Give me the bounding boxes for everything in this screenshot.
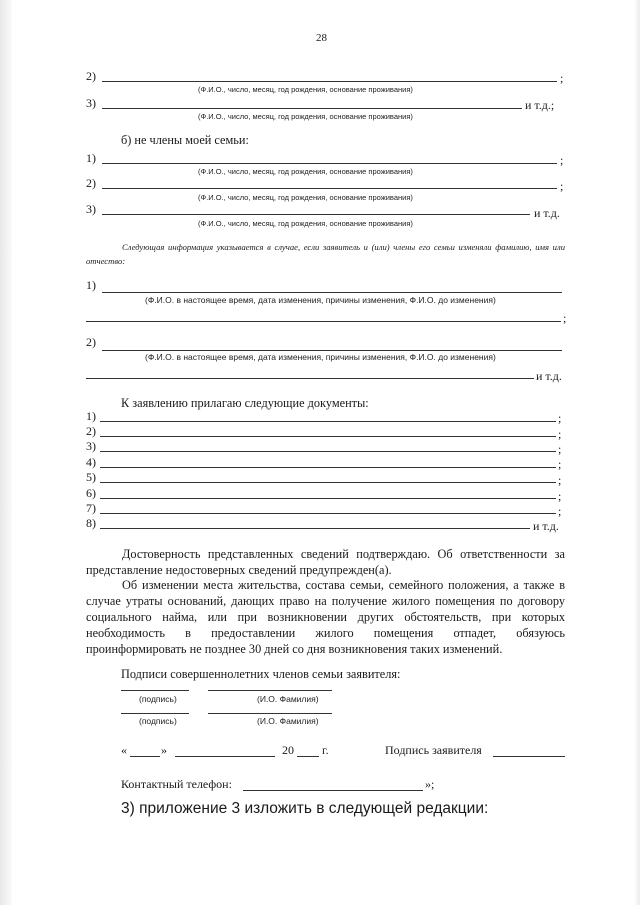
row-suffix: ;	[563, 311, 567, 325]
row-suffix: и т.д.	[534, 206, 560, 220]
field-caption: (Ф.И.О., число, месяц, год рождения, основание проживания)	[198, 193, 413, 202]
document-row-label: 4)	[86, 455, 96, 469]
fill-in-line	[86, 321, 561, 322]
name-caption: (И.О. Фамилия)	[257, 716, 319, 726]
name-caption: (И.О. Фамилия)	[257, 694, 319, 704]
document-row-label: 2)	[86, 424, 96, 438]
date-year-line[interactable]	[297, 756, 319, 757]
obligation-paragraph: Об изменении места жительства, состава семьи, семейного положения, а также в случае утраты оснований, дающих право на получение жилого помещения по договору социального найма, или при возникновении других обстоятельств, при которых необходимость в предоставлении жилого помещения отпадет, обязуюсь проинформировать не позднее 30 дней со дня возникновения таких изменений.	[86, 578, 565, 656]
row-suffix: ;	[558, 489, 562, 503]
fill-in-line	[100, 421, 556, 422]
signature-caption: (подпись)	[139, 694, 177, 704]
family-row-label: 2)	[86, 69, 96, 83]
signature-caption: (подпись)	[139, 716, 177, 726]
name-change-row-label: 2)	[86, 335, 96, 349]
fill-in-line	[102, 188, 557, 189]
fill-in-line	[100, 498, 556, 499]
row-suffix: ;	[560, 179, 564, 193]
row-suffix: ;	[558, 457, 562, 471]
family-row-label: 3)	[86, 96, 96, 110]
document-row-label: 7)	[86, 501, 96, 515]
date-month-line[interactable]	[175, 756, 275, 757]
fill-in-line	[102, 350, 562, 351]
document-row-label: 5)	[86, 470, 96, 484]
document-row-label: 8)	[86, 516, 96, 530]
family-row-label: 1)	[86, 151, 96, 165]
date-year-suffix: г.	[322, 743, 329, 757]
fill-in-line	[86, 378, 534, 379]
fill-in-line	[100, 467, 556, 468]
row-suffix: ;	[558, 473, 562, 487]
fill-in-line	[102, 163, 557, 164]
row-suffix: ;	[558, 427, 562, 441]
fill-in-line	[100, 436, 556, 437]
fill-in-line	[100, 482, 556, 483]
scan-right-edge	[634, 0, 640, 905]
section-b-title: б) не члены моей семьи:	[121, 133, 249, 147]
document-row-label: 3)	[86, 439, 96, 453]
document-row-label: 6)	[86, 486, 96, 500]
fill-in-line	[100, 528, 530, 529]
signatures-title: Подписи совершеннолетних членов семьи заявителя:	[121, 667, 401, 681]
field-caption: (Ф.И.О., число, месяц, год рождения, основание проживания)	[198, 85, 413, 94]
document-row-label: 1)	[86, 409, 96, 423]
fill-in-line	[102, 81, 557, 82]
scan-left-edge	[0, 0, 12, 905]
date-year: 20	[282, 743, 294, 757]
row-suffix: ;	[560, 71, 564, 85]
row-suffix: ;	[558, 504, 562, 518]
date-quote-open: «	[121, 743, 127, 757]
signature-line[interactable]	[121, 713, 189, 714]
phone-line[interactable]	[243, 790, 423, 791]
fill-in-line	[100, 513, 556, 514]
field-caption: (Ф.И.О., число, месяц, год рождения, основание проживания)	[198, 219, 413, 228]
signature-line[interactable]	[121, 690, 189, 691]
reliability-paragraph: Достоверность представленных сведений подтверждаю. Об ответственности за представление недостоверных сведений предупрежден(а).	[86, 547, 565, 577]
row-suffix: ;	[560, 153, 564, 167]
page-number: 28	[316, 32, 327, 44]
name-line[interactable]	[208, 690, 332, 691]
family-row-label: 2)	[86, 176, 96, 190]
phone-suffix: »;	[425, 777, 435, 791]
fill-in-line	[100, 451, 556, 452]
field-caption: (Ф.И.О. в настоящее время, дата изменения, причины изменения, Ф.И.О. до изменения)	[145, 352, 496, 362]
fill-in-line	[102, 214, 530, 215]
documents-title: К заявлению прилагаю следующие документы:	[121, 396, 369, 410]
applicant-signature-line[interactable]	[493, 756, 565, 757]
date-day-line[interactable]	[130, 756, 160, 757]
date-quote-close: »	[161, 743, 167, 757]
field-caption: (Ф.И.О., число, месяц, год рождения, основание проживания)	[198, 167, 413, 176]
name-line[interactable]	[208, 713, 332, 714]
row-suffix: ;	[558, 442, 562, 456]
appendix-line: 3) приложение 3 изложить в следующей редакции:	[121, 800, 489, 817]
row-suffix: и т.д.	[533, 519, 559, 533]
name-change-note: Следующая информация указывается в случае, если заявитель и (или) члены его семьи изменяли фамилию, имя или отчество:	[86, 242, 565, 266]
name-change-row-label: 1)	[86, 278, 96, 292]
row-suffix: и т.д.	[536, 369, 562, 383]
field-caption: (Ф.И.О., число, месяц, год рождения, основание проживания)	[198, 112, 413, 121]
family-row-label: 3)	[86, 202, 96, 216]
fill-in-line	[102, 108, 522, 109]
fill-in-line	[102, 292, 562, 293]
row-suffix: и т.д.;	[525, 98, 555, 112]
phone-label: Контактный телефон:	[121, 777, 232, 791]
row-suffix: ;	[558, 411, 562, 425]
field-caption: (Ф.И.О. в настоящее время, дата изменения, причины изменения, Ф.И.О. до изменения)	[145, 295, 496, 305]
applicant-signature-label: Подпись заявителя	[385, 743, 482, 757]
